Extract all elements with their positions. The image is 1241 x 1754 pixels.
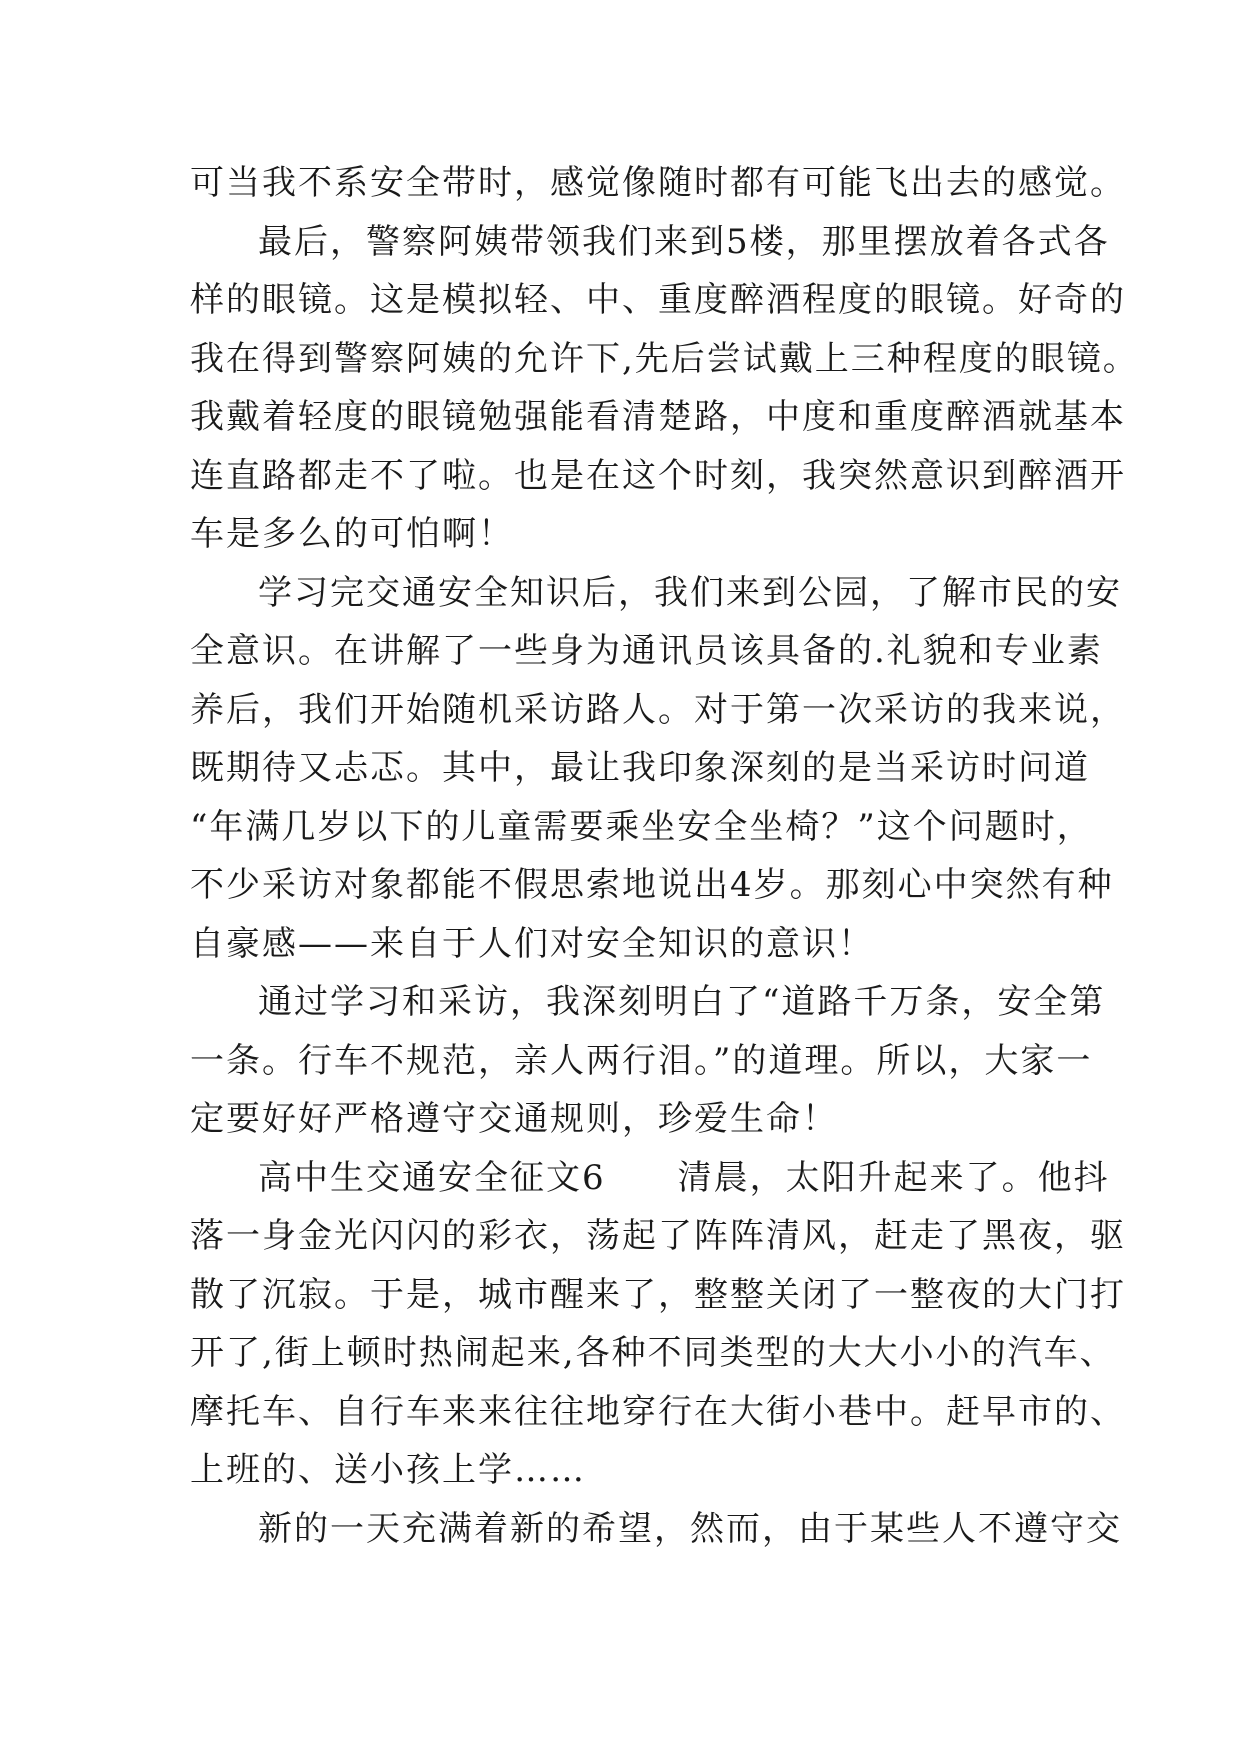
paragraph-end-line: 自豪感——来自于人们对安全知识的意识！ bbox=[190, 923, 874, 964]
paragraph-end-line: 定要好好严格遵守交通规则，珍爱生命！ bbox=[190, 1099, 838, 1139]
paragraph-start-line: 高中生交通安全征文6 清晨，太阳升起来了。他抖 bbox=[258, 1157, 1110, 1198]
text-line: 落一身金光闪闪的彩衣，荡起了阵阵清风，赶走了黑夜，驱 bbox=[190, 1216, 1126, 1256]
text-line: 养后，我们开始随机采访路人。对于第一次采访的我来说， bbox=[190, 689, 1126, 730]
text-line: 我在得到警察阿姨的允许下,先后尝试戴上三种程度的眼镜。 bbox=[190, 338, 1139, 379]
text-line: 可当我不系安全带时，感觉像随时都有可能飞出去的感觉。 bbox=[190, 163, 1126, 203]
text-line: 一条。行车不规范，亲人两行泪。”的道理。所以，大家一 bbox=[190, 1040, 1093, 1081]
text-line: 摩托车、自行车来来往往地穿行在大街小巷中。赶早市的、 bbox=[190, 1391, 1126, 1432]
text-line: 不少采访对象都能不假思索地说出4岁。那刻心中突然有种 bbox=[190, 865, 1114, 905]
text-line: 全意识。在讲解了一些身为通讯员该具备的.礼貌和专业素 bbox=[190, 631, 1103, 671]
paragraph-end-line: 上班的、送小孩上学…… bbox=[190, 1450, 586, 1490]
text-line: 开了,街上顿时热闹起来,各种不同类型的大大小小的汽车、 bbox=[190, 1333, 1116, 1373]
text-line: 散了沉寂。于是，城市醒来了，整整关闭了一整夜的大门打 bbox=[190, 1274, 1126, 1315]
paragraph-start-line: 最后，警察阿姨带领我们来到5楼，那里摆放着各式各 bbox=[258, 221, 1110, 262]
text-line: “年满几岁以下的儿童需要乘坐安全坐椅？”这个问题时， bbox=[190, 806, 1093, 847]
text-line: 样的眼镜。这是模拟轻、中、重度醉酒程度的眼镜。好奇的 bbox=[190, 280, 1126, 320]
text-line: 连直路都走不了啦。也是在这个时刻，我突然意识到醉酒开 bbox=[190, 455, 1126, 496]
essay-body bbox=[190, 154, 1139, 1558]
paragraph-start-line: 通过学习和采访，我深刻明白了“道路千万条，安全第 bbox=[258, 982, 1106, 1022]
paragraph-start-line: 新的一天充满着新的希望，然而，由于某些人不遵守交 bbox=[258, 1508, 1122, 1549]
text-line: 我戴着轻度的眼镜勉强能看清楚路，中度和重度醉酒就基本 bbox=[190, 397, 1126, 437]
text-line: 既期待又忐忑。其中，最让我印象深刻的是当采访时问道 bbox=[190, 748, 1090, 788]
paragraph-end-line: 车是多么的可怕啊！ bbox=[190, 514, 514, 554]
paragraph-start-line: 学习完交通安全知识后，我们来到公园，了解市民的安 bbox=[258, 572, 1122, 613]
